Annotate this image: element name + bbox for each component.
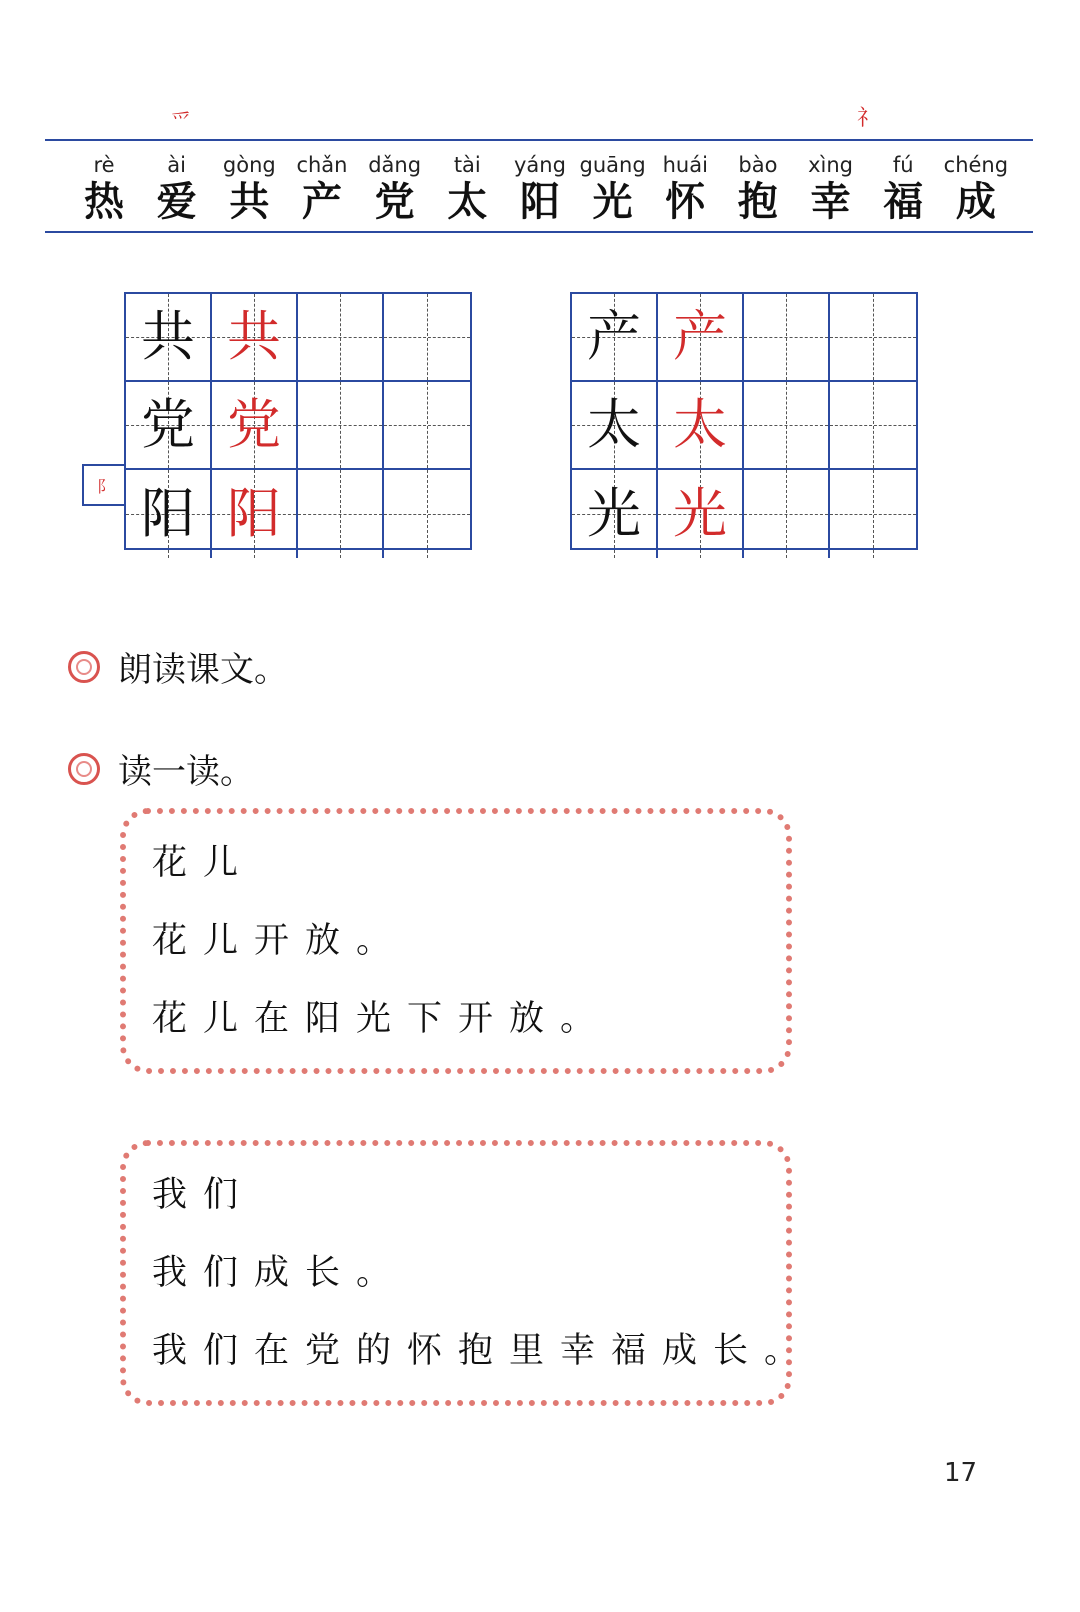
model-character: 共 xyxy=(141,305,195,368)
vocab-item xyxy=(797,152,865,226)
grid-cell xyxy=(658,294,744,382)
grid-cell xyxy=(126,470,212,558)
vocab-item xyxy=(869,152,937,226)
trace-character: 党 xyxy=(227,393,282,456)
vocab-hanzi: 幸 xyxy=(810,179,851,225)
vocab-item xyxy=(651,152,719,226)
radical-hint-right: 礻 xyxy=(857,106,880,131)
grid-cell xyxy=(572,382,658,470)
vocab-hanzi: 抱 xyxy=(737,179,778,225)
vocab-bottom-rule xyxy=(45,231,1033,233)
grid-cell xyxy=(658,382,744,470)
model-character: 光 xyxy=(587,482,641,545)
model-character: 产 xyxy=(587,305,641,368)
grid-cell xyxy=(212,294,298,382)
grid-cell xyxy=(384,382,470,470)
grid-cell xyxy=(830,470,916,558)
grid-cell xyxy=(298,382,384,470)
trace-character: 阳 xyxy=(227,482,282,545)
vocab-hanzi: 党 xyxy=(374,179,415,225)
grid-cell xyxy=(572,470,658,558)
grid-cell xyxy=(298,470,384,558)
vocab-item xyxy=(215,152,283,226)
reading-line: 花儿在阳光下开放。 xyxy=(152,999,612,1039)
reading-box-flowers xyxy=(120,808,792,1074)
vocab-pinyin: xìng xyxy=(808,153,854,177)
vocab-hanzi: 光 xyxy=(592,179,633,225)
exercise-read-text xyxy=(68,642,288,691)
trace-character: 太 xyxy=(673,393,728,456)
grid-cell xyxy=(744,382,830,470)
writing-grid-right xyxy=(570,292,918,550)
reading-line: 花儿 xyxy=(152,843,255,883)
page-number: 17 xyxy=(944,1458,978,1488)
vocab-pinyin: tài xyxy=(453,153,481,177)
vocabulary-list xyxy=(70,152,1010,226)
radical-hint-left: 爫 xyxy=(170,110,193,135)
vocab-hanzi: 成 xyxy=(955,179,996,225)
margin-radical-box: 阝 xyxy=(82,464,126,506)
grid-cell xyxy=(744,470,830,558)
reading-line: 我们 xyxy=(152,1175,255,1215)
grid-cell xyxy=(212,470,298,558)
vocab-hanzi: 怀 xyxy=(665,179,706,225)
vocab-hanzi: 阳 xyxy=(519,179,560,225)
model-character: 阳 xyxy=(141,482,195,545)
grid-cell xyxy=(830,294,916,382)
trace-character: 光 xyxy=(673,482,728,545)
vocab-pinyin: guāng xyxy=(579,153,646,177)
vocab-item xyxy=(724,152,792,226)
grid-cell xyxy=(384,294,470,382)
vocab-pinyin: rè xyxy=(93,153,115,177)
grid-cell xyxy=(830,382,916,470)
vocab-hanzi: 共 xyxy=(229,179,270,225)
vocab-pinyin: chéng xyxy=(943,153,1009,177)
trace-character: 产 xyxy=(673,305,728,368)
vocab-hanzi: 热 xyxy=(84,179,124,225)
grid-cell xyxy=(658,470,744,558)
vocab-hanzi: 产 xyxy=(301,179,342,225)
vocab-item xyxy=(361,152,429,226)
vocab-hanzi: 爱 xyxy=(156,179,197,225)
reading-box-we xyxy=(120,1140,816,1406)
vocab-item xyxy=(942,152,1010,226)
model-character: 太 xyxy=(587,393,641,456)
vocab-hanzi: 太 xyxy=(447,179,488,225)
writing-grid-left xyxy=(124,292,472,550)
vocab-top-rule xyxy=(45,139,1033,141)
exercise-label: 读一读。 xyxy=(118,752,254,792)
grid-cell xyxy=(212,382,298,470)
grid-cell xyxy=(126,382,212,470)
vocab-item xyxy=(143,152,211,226)
vocab-hanzi: 福 xyxy=(883,179,924,225)
vocab-pinyin: bào xyxy=(738,153,778,177)
exercise-read-aloud xyxy=(68,744,254,793)
vocab-item xyxy=(70,152,138,226)
grid-cell xyxy=(384,470,470,558)
reading-line: 我们成长。 xyxy=(152,1253,408,1293)
grid-cell xyxy=(744,294,830,382)
vocab-item xyxy=(433,152,501,226)
vocab-pinyin: fú xyxy=(892,153,914,177)
reading-line: 花儿开放。 xyxy=(152,921,408,961)
vocab-pinyin: dǎng xyxy=(368,153,422,177)
grid-cell xyxy=(572,294,658,382)
vocab-pinyin: gòng xyxy=(222,153,276,177)
reading-line: 我们在党的怀抱里幸福成长。 xyxy=(152,1331,816,1371)
trace-character: 共 xyxy=(227,305,282,368)
vocab-item xyxy=(506,152,574,226)
vocab-item xyxy=(288,152,356,226)
vocab-pinyin: huái xyxy=(662,153,708,177)
vocab-pinyin: ài xyxy=(167,153,186,177)
vocab-pinyin: yáng xyxy=(513,153,566,177)
model-character: 党 xyxy=(141,393,195,456)
seal-icon xyxy=(68,753,100,785)
grid-cell xyxy=(298,294,384,382)
grid-cell xyxy=(126,294,212,382)
exercise-label: 朗读课文。 xyxy=(118,650,288,690)
vocab-pinyin: chǎn xyxy=(296,153,348,177)
vocab-item xyxy=(579,152,647,226)
seal-icon xyxy=(68,651,100,683)
